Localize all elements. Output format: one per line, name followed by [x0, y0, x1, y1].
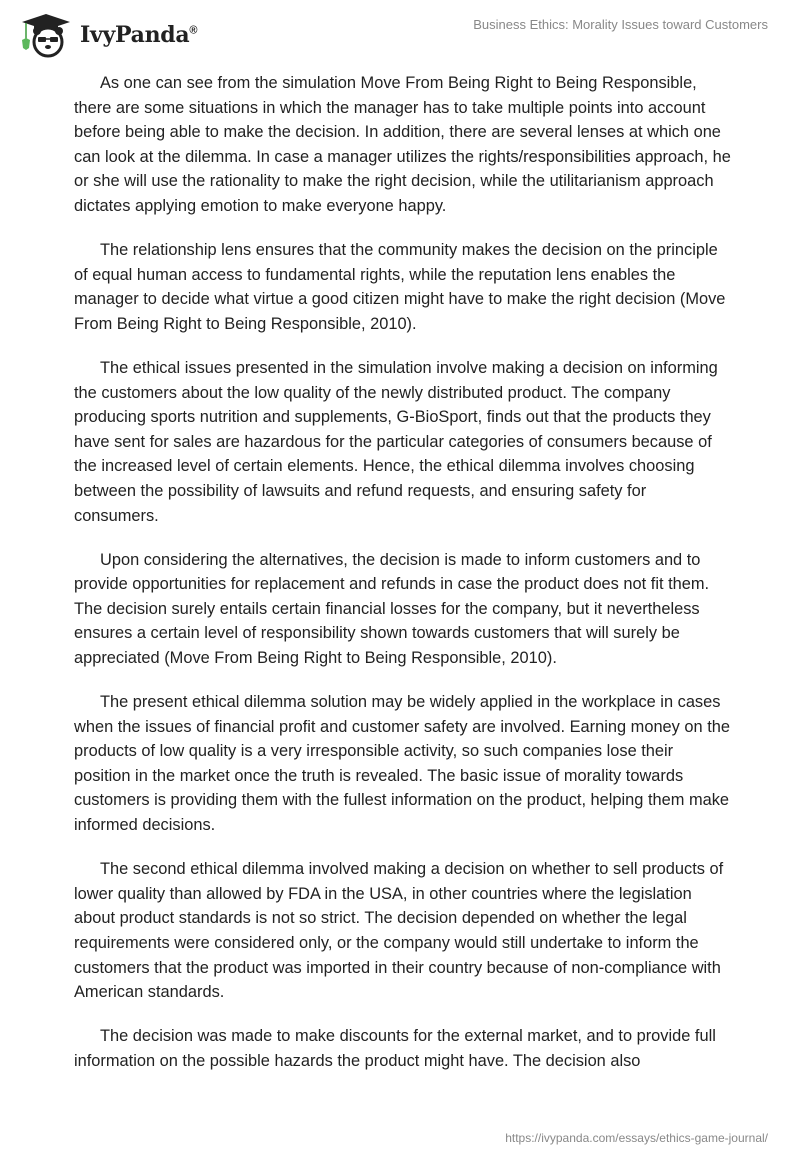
paragraph: The ethical issues presented in the simulation involve making a decision on informing the customers about the low quality of the newly distributed product. The company producing sports nutrition and supplements, G-BioSport, finds out that the products they have sent for sales are hazardous for the particular categories of consumers because of the increased level of certain elements. Hence, the ethical dilemma involves choosing between the possibility of lawsuits and refund requests, and ensuring safety for consumers.: [74, 358, 718, 525]
paragraph: The present ethical dilemma solution may be widely applied in the workplace in cases when the issues of financial profit and customer safety are involved. Earning money on the products of low quality is a very irresponsible activity, so such companies lose their position in the market once the truth is revealed. The basic issue of morality towards customers is providing them with the fullest information on the product, helping them make informed decisions.: [74, 693, 730, 835]
paragraph: The second ethical dilemma involved making a decision on whether to sell products of lower quality than allowed by FDA in the USA, in other countries where the legislation about product standards is not so strict. The decision depended on whether the legal requirements were considered only, or the company would still undertake to inform the customers that the product was imported in their country because of non-compliance with American standards.: [74, 860, 724, 1002]
panda-logo-icon: [18, 12, 74, 58]
paragraph: The relationship lens ensures that the community makes the decision on the principle of equal human access to fundamental rights, while the reputation lens enables the manager to decide what virtue a good citizen might have to make the right decision (Move From Being Right to Being Responsible, 2010).: [74, 241, 726, 333]
paragraph: The decision was made to make discounts for the external market, and to provide full information on the possible hazards the product might have. The decision also: [74, 1027, 716, 1070]
logo-text: IvyPanda®: [80, 22, 198, 48]
document-title: Business Ethics: Morality Issues toward Customers: [473, 17, 768, 32]
paragraph: Upon considering the alternatives, the decision is made to inform customers and to provide opportunities for replacement and refunds in case the product does not fit them. The decision surely entails certain financial losses for the company, but it nevertheless ensures a certain level of responsibility shown towards customers that will surely be appreciated (Move From Being Right to Being Responsible, 2010).: [74, 550, 710, 667]
source-url[interactable]: https://ivypanda.com/essays/ethics-game-journal/: [505, 1131, 768, 1145]
site-logo[interactable]: [18, 12, 197, 58]
essay-body: [74, 71, 734, 1093]
paragraph: As one can see from the simulation Move From Being Right to Being Responsible, there are some situations in which the manager has to take multiple points into account before being able to make the decision. In addition, there are several lenses at which one can look at the dilemma. In case a manager utilizes the rights/responsibilities approach, he or she will use the rationality to make the right decision, while the utilitarianism approach dictates applying emotion to make everyone happy.: [74, 74, 731, 215]
